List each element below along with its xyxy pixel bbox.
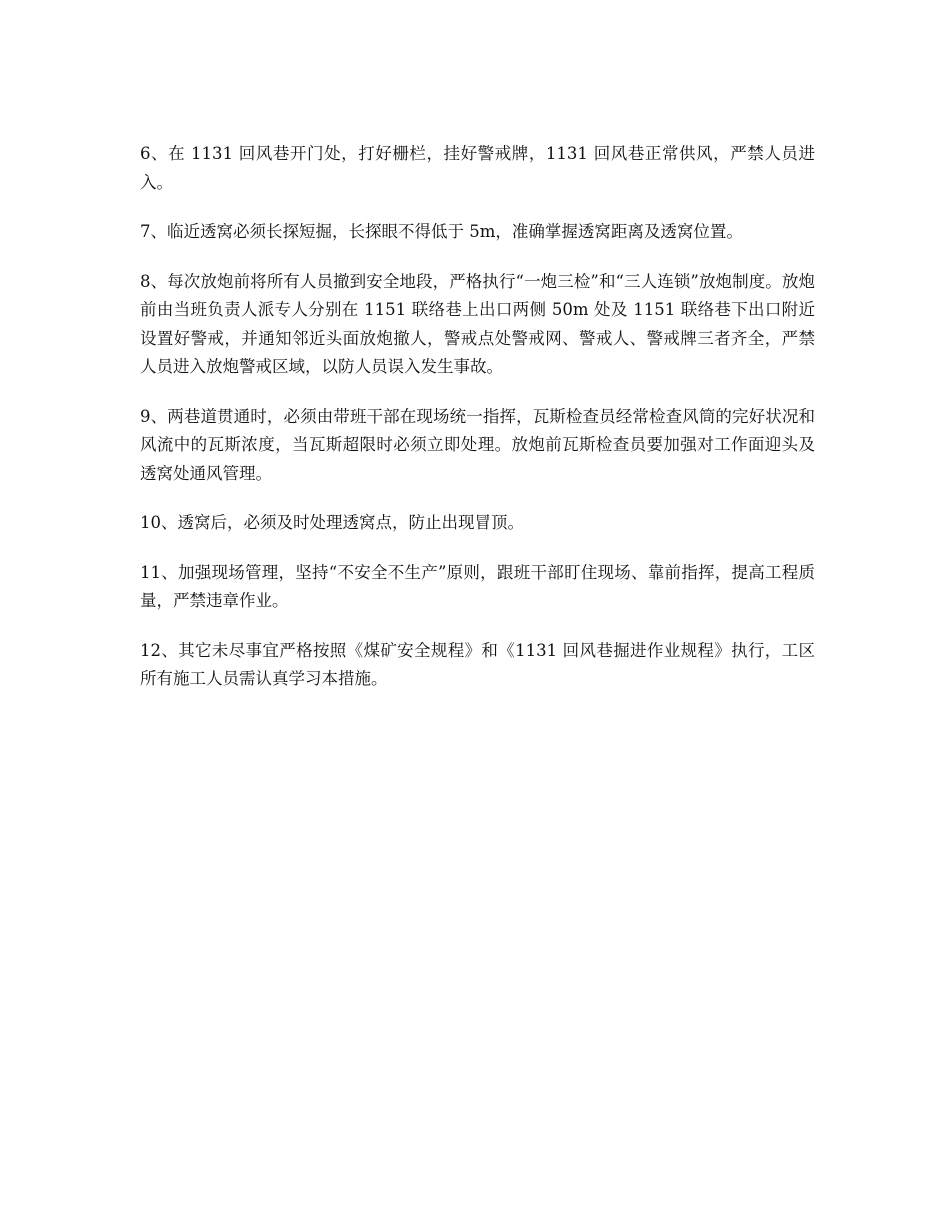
paragraph-item-6: 6、在 1131 回风巷开门处，打好栅栏，挂好警戒牌，1131 回风巷正常供风，严禁人员进入。 bbox=[140, 144, 815, 192]
paragraph-item-11: 11、加强现场管理，坚持“不安全不生产”原则，跟班干部盯住现场、靠前指挥，提高工程质量，严禁违章作业。 bbox=[140, 562, 815, 610]
paragraph-item-9: 9、两巷道贯通时，必须由带班干部在现场统一指挥，瓦斯检查员经常检查风筒的完好状况和风流中的瓦斯浓度，当瓦斯超限时必须立即处理。放炮前瓦斯检查员要加强对工作面迎头及透窝处通风管理。 bbox=[140, 406, 815, 483]
paragraph-item-12: 12、其它未尽事宜严格按照《煤矿安全规程》和《1131 回风巷掘进作业规程》执行，工区所有施工人员需认真学习本措施。 bbox=[140, 640, 815, 688]
document-body bbox=[140, 140, 815, 715]
paragraph-item-10: 10、透窝后，必须及时处理透窝点，防止出现冒顶。 bbox=[140, 513, 524, 532]
paragraph-item-7: 7、临近透窝必须长探短掘，长探眼不得低于 5m，准确掌握透窝距离及透窝位置。 bbox=[140, 222, 743, 241]
paragraph-item-8: 8、每次放炮前将所有人员撤到安全地段，严格执行“一炮三检”和“三人连锁”放炮制度。放炮前由当班负责人派专人分别在 1151 联络巷上出口两侧 50m 处及 1151 联络巷下出口附近设置好警戒，并通知邻近头面放炮撤人，警戒点处警戒网、警戒人、警戒牌三者齐全，严禁人员进入放炮警戒区域，以防人员误入发生事故。 bbox=[140, 271, 815, 376]
